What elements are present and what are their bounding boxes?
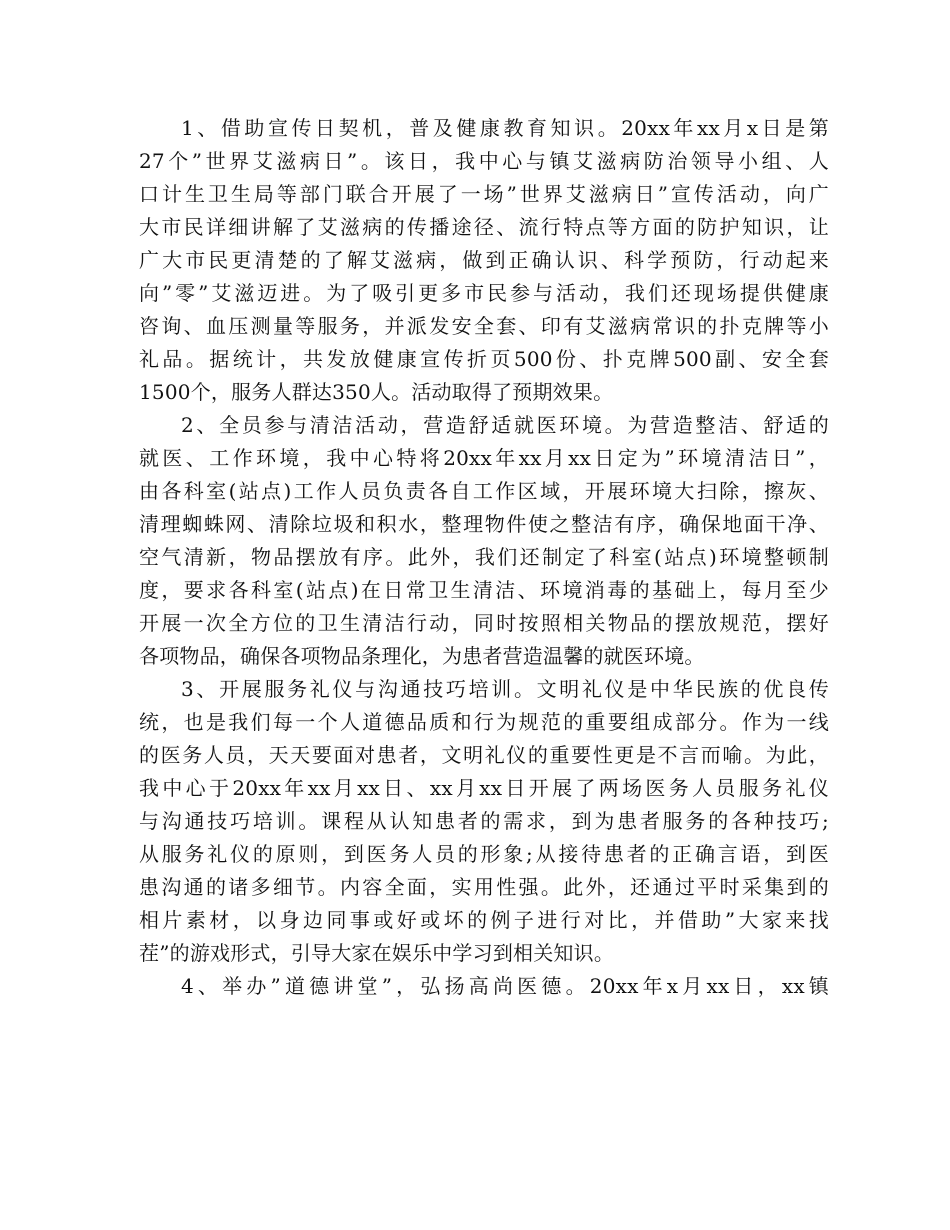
paragraph-1-line-4: 大市民详细讲解了艾滋病的传播途径、流行特点等方面的防护知识，让 (139, 215, 829, 239)
paragraph-3-line-9: 茬”的游戏形式，引导大家在娱乐中学习到相关知识。 (139, 941, 615, 965)
paragraph-1-line-7: 咨询、血压测量等服务，并派发安全套、印有艾滋病常识的扑克牌等小 (139, 314, 829, 338)
paragraph-3-line-6: 从服务礼仪的原则，到医务人员的形象;从接待患者的正确言语，到医 (139, 842, 829, 866)
paragraph-2-line-7: 开展一次全方位的卫生清洁行动，同时按照相关物品的摆放规范，摆好 (139, 611, 829, 635)
paragraph-2-line-2: 就医、工作环境，我中心特将20xx年xx月xx日定为”环境清洁日”， (139, 446, 829, 470)
paragraph-3-line-2: 统，也是我们每一个人道德品质和行为规范的重要组成部分。作为一线 (139, 710, 829, 734)
paragraph-3-line-7: 患沟通的诸多细节。内容全面，实用性强。此外，还通过平时采集到的 (139, 875, 829, 899)
paragraph-3-line-1: 3、开展服务礼仪与沟通技巧培训。文明礼仪是中华民族的优良传 (181, 677, 829, 701)
document-page (139, 112, 829, 1003)
paragraph-1-line-3: 口计生卫生局等部门联合开展了一场”世界艾滋病日”宣传活动，向广 (139, 182, 829, 206)
paragraph-2-line-5: 空气清新，物品摆放有序。此外，我们还制定了科室(站点)环境整顿制 (139, 545, 829, 569)
paragraph-3-line-3: 的医务人员，天天要面对患者，文明礼仪的重要性更是不言而喻。为此， (139, 743, 829, 767)
paragraph-2-line-1: 2、全员参与清洁活动，营造舒适就医环境。为营造整洁、舒适的 (181, 413, 829, 437)
paragraph-1-line-2: 27个”世界艾滋病日”。该日，我中心与镇艾滋病防治领导小组、人 (139, 149, 829, 173)
paragraph-1-line-9: 1500个，服务人群达350人。活动取得了预期效果。 (139, 380, 614, 404)
paragraph-1-line-8: 礼品。据统计，共发放健康宣传折页500份、扑克牌500副、安全套 (139, 347, 829, 371)
paragraph-1-line-5: 广大市民更清楚的了解艾滋病，做到正确认识、科学预防，行动起来 (139, 248, 829, 272)
paragraph-3-line-5: 与沟通技巧培训。课程从认知患者的需求，到为患者服务的各种技巧; (139, 809, 829, 833)
paragraph-1-line-6: 向”零”艾滋迈进。为了吸引更多市民参与活动，我们还现场提供健康 (139, 281, 829, 305)
paragraph-2-line-6: 度，要求各科室(站点)在日常卫生清洁、环境消毒的基础上，每月至少 (139, 578, 829, 602)
paragraph-3-line-4: 我中心于20xx年xx月xx日、xx月xx日开展了两场医务人员服务礼仪 (139, 776, 829, 800)
paragraph-2-line-3: 由各科室(站点)工作人员负责各自工作区域，开展环境大扫除，擦灰、 (139, 479, 829, 503)
paragraph-2-line-8: 各项物品，确保各项物品条理化，为患者营造温馨的就医环境。 (139, 644, 705, 668)
paragraph-3-line-8: 相片素材，以身边同事或好或坏的例子进行对比，并借助”大家来找 (139, 908, 829, 932)
paragraph-1-line-1: 1、借助宣传日契机，普及健康教育知识。20xx年xx月x日是第 (181, 116, 829, 140)
paragraph-2-line-4: 清理蜘蛛网、清除垃圾和积水，整理物件使之整洁有序，确保地面干净、 (139, 512, 829, 536)
paragraph-4-line-1: 4、举办”道德讲堂”，弘扬高尚医德。20xx年x月xx日，xx镇 (181, 974, 829, 998)
